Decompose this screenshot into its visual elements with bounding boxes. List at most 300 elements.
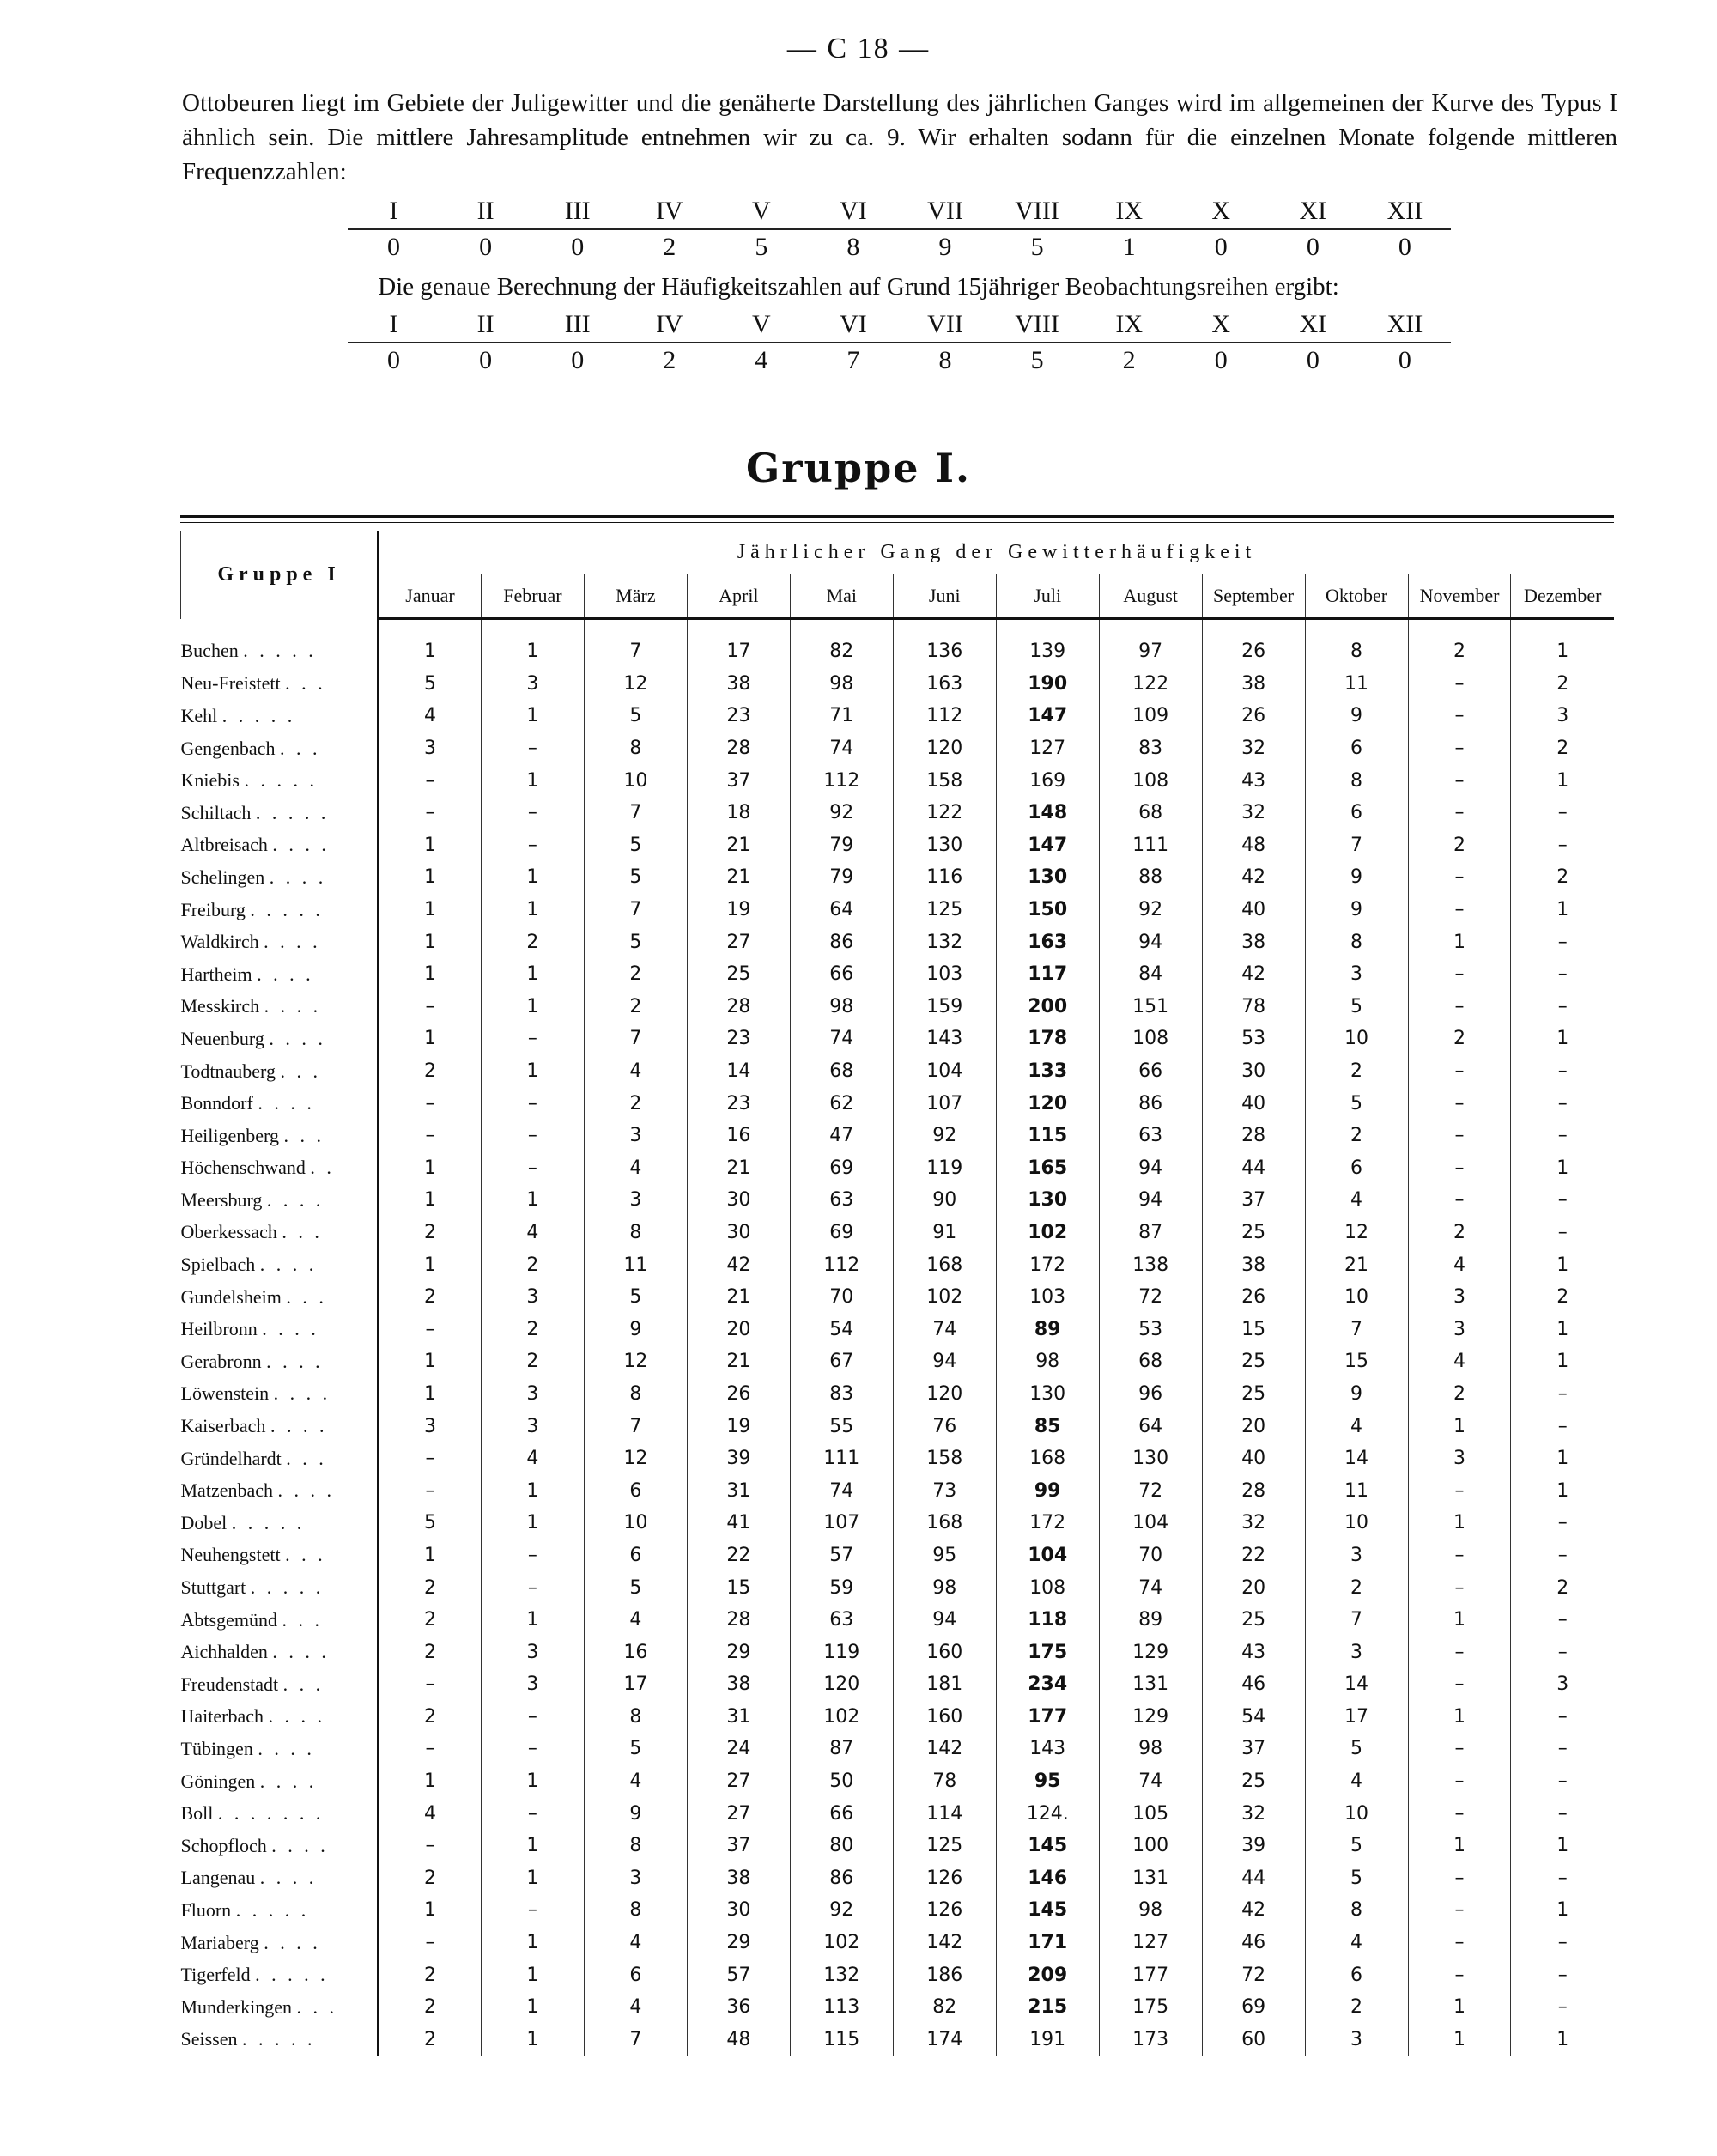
station-dots: . . . . .: [255, 1964, 329, 1986]
table-row: [181, 732, 1615, 765]
table-cell: 32: [1202, 1507, 1305, 1540]
table-row: [181, 1733, 1615, 1765]
table-cell: 72: [1202, 1959, 1305, 1991]
table-cell: –: [1511, 991, 1614, 1023]
table-cell: 1: [481, 894, 584, 926]
table-cell: 39: [687, 1442, 790, 1475]
table-cell: 19: [687, 1410, 790, 1442]
table-cell: 111: [1099, 829, 1202, 862]
table-cell: 86: [790, 926, 893, 958]
station-label: Fluorn: [180, 1898, 232, 1921]
table-cell: 127: [1099, 1927, 1202, 1959]
table-cell: 120: [790, 1668, 893, 1701]
table-cell: –: [1511, 1410, 1614, 1442]
table-cell: 8: [1305, 619, 1408, 668]
table-cell: 171: [996, 1927, 1099, 1959]
table-cell: 142: [893, 1927, 996, 1959]
station-label: Schelingen: [180, 865, 265, 888]
table-cell: 66: [790, 958, 893, 991]
table-row: [181, 1959, 1615, 1991]
table-row: [181, 958, 1615, 991]
table-cell: 1: [379, 861, 482, 894]
station-dots: . . . .: [262, 1318, 319, 1340]
station-label: Langenau: [180, 1867, 256, 1889]
table-cell: 2: [1511, 732, 1614, 765]
frequency-month-label: XII: [1359, 307, 1451, 343]
table-cell: 177: [996, 1701, 1099, 1734]
table-cell: 1: [1511, 619, 1614, 668]
table-cell: 103: [996, 1281, 1099, 1314]
station-dots: . . . . .: [250, 898, 324, 920]
table-cell: 9: [1305, 700, 1408, 732]
table-cell: 69: [790, 1217, 893, 1249]
table-cell: –: [1511, 1991, 1614, 2024]
table-cell: 31: [687, 1701, 790, 1734]
table-row: [181, 1571, 1615, 1604]
station-name: [181, 1313, 379, 1345]
table-cell: 1: [481, 1927, 584, 1959]
table-cell: –: [1511, 1540, 1614, 1572]
station-name: [181, 894, 379, 926]
table-cell: 86: [790, 1862, 893, 1895]
table-cell: 22: [1202, 1540, 1305, 1572]
frequency-months-row: [348, 307, 1451, 343]
table-cell: –: [1511, 1733, 1614, 1765]
table-cell: 3: [379, 732, 482, 765]
frequency-month-label: III: [531, 307, 623, 343]
table-cell: 98: [996, 1345, 1099, 1378]
table-cell: 82: [893, 1991, 996, 2024]
frequency-months-row: [348, 194, 1451, 229]
table-cell: 7: [1305, 1604, 1408, 1637]
station-label: Freiburg: [180, 898, 246, 920]
table-cell: 68: [1099, 797, 1202, 829]
station-dots: . . .: [283, 1124, 325, 1146]
table-cell: 92: [1099, 894, 1202, 926]
table-cell: 19: [687, 894, 790, 926]
table-cell: 2: [379, 1055, 482, 1088]
table-cell: 2: [481, 1345, 584, 1378]
station-name: [181, 1862, 379, 1895]
table-cell: 22: [687, 1540, 790, 1572]
table-cell: 47: [790, 1120, 893, 1152]
table-cell: –: [1511, 1378, 1614, 1411]
table-cell: 3: [481, 1668, 584, 1701]
station-label: Heiligenberg: [180, 1124, 279, 1146]
table-cell: –: [1511, 1959, 1614, 1991]
table-cell: 1: [481, 764, 584, 797]
table-cell: 38: [687, 1862, 790, 1895]
table-cell: 190: [996, 668, 1099, 701]
table-cell: 104: [1099, 1507, 1202, 1540]
table-cell: 1: [1408, 2024, 1511, 2056]
frequency-table-estimated: [348, 194, 1451, 264]
station-name: [181, 1991, 379, 2024]
station-name: [181, 797, 379, 829]
month-header: Mai: [790, 574, 893, 619]
station-name: [181, 1765, 379, 1798]
frequency-value: 0: [479, 346, 493, 374]
table-cell: 70: [1099, 1540, 1202, 1572]
station-label: Kniebis: [180, 769, 240, 792]
table-cell: 168: [893, 1248, 996, 1281]
station-dots: . . . . .: [231, 1511, 306, 1533]
table-cell: 8: [584, 732, 687, 765]
table-cell: 1: [481, 2024, 584, 2056]
frequency-value: 0: [571, 346, 585, 374]
frequency-month-label: I: [348, 194, 440, 229]
table-cell: –: [1511, 1055, 1614, 1088]
frequency-value: 5: [1030, 233, 1044, 261]
table-cell: 4: [1305, 1765, 1408, 1798]
table-cell: 2: [379, 1991, 482, 2024]
station-name: [181, 1540, 379, 1572]
station-label: Oberkessach: [180, 1221, 277, 1243]
table-cell: 2: [1305, 1120, 1408, 1152]
station-dots: . . .: [279, 737, 321, 759]
frequency-month-label: V: [715, 194, 807, 229]
table-cell: –: [1511, 1184, 1614, 1217]
table-cell: 21: [687, 1345, 790, 1378]
table-cell: 160: [893, 1636, 996, 1668]
table-cell: 8: [1305, 764, 1408, 797]
table-cell: 64: [790, 894, 893, 926]
table-cell: –: [481, 829, 584, 862]
table-cell: 38: [687, 1668, 790, 1701]
table-cell: 98: [790, 991, 893, 1023]
table-cell: 112: [790, 764, 893, 797]
table-cell: 2: [1408, 619, 1511, 668]
frequency-month-label: III: [531, 194, 623, 229]
table-cell: 5: [584, 1733, 687, 1765]
station-dots: . . . .: [259, 1254, 318, 1276]
table-cell: 8: [584, 1378, 687, 1411]
table-cell: 82: [790, 619, 893, 668]
station-dots: . . . .: [270, 1415, 328, 1437]
table-cell: 1: [1408, 1507, 1511, 1540]
station-name: [181, 1797, 379, 1830]
table-row: [181, 1540, 1615, 1572]
table-cell: 2: [379, 1959, 482, 1991]
station-dots: . . . . . . .: [217, 1802, 325, 1825]
table-cell: 138: [1099, 1248, 1202, 1281]
table-cell: 54: [1202, 1701, 1305, 1734]
frequency-value: 0: [387, 346, 401, 374]
table-cell: –: [1408, 668, 1511, 701]
table-cell: 38: [687, 668, 790, 701]
frequency-value: 0: [571, 233, 585, 261]
frequency-value: 4: [755, 346, 768, 374]
station-dots: . . . . .: [250, 1576, 325, 1599]
table-cell: 46: [1202, 1668, 1305, 1701]
frequency-month-label: V: [715, 307, 807, 343]
station-label: Schiltach: [180, 801, 252, 823]
table-cell: 132: [790, 1959, 893, 1991]
table-cell: –: [379, 1927, 482, 1959]
table-cell: 4: [584, 1927, 687, 1959]
table-cell: 1: [1511, 1894, 1614, 1927]
table-cell: 3: [584, 1184, 687, 1217]
table-cell: 142: [893, 1733, 996, 1765]
table-cell: 74: [1099, 1765, 1202, 1798]
table-cell: 23: [687, 1023, 790, 1055]
frequency-value: 5: [1030, 346, 1044, 374]
table-cell: 1: [481, 1959, 584, 1991]
table-cell: –: [481, 1701, 584, 1734]
table-cell: 25: [1202, 1345, 1305, 1378]
table-body: [181, 619, 1615, 2056]
table-cell: –: [379, 1120, 482, 1152]
table-cell: –: [379, 1474, 482, 1507]
station-name: [181, 1184, 379, 1217]
station-dots: . . . .: [264, 995, 322, 1017]
station-name: [181, 1152, 379, 1185]
frequency-month-label: VI: [807, 307, 899, 343]
table-cell: 175: [1099, 1991, 1202, 2024]
table-row: [181, 1797, 1615, 1830]
station-label: Gengenbach: [180, 737, 276, 759]
table-cell: –: [379, 1087, 482, 1120]
station-name: [181, 829, 379, 862]
table-cell: 158: [893, 1442, 996, 1475]
table-cell: 26: [1202, 619, 1305, 668]
table-cell: 1: [481, 991, 584, 1023]
table-cell: 191: [996, 2024, 1099, 2056]
frequency-values-row: [348, 229, 1451, 264]
station-dots: . . . .: [268, 1705, 325, 1728]
table-cell: 21: [1305, 1248, 1408, 1281]
table-cell: 132: [893, 926, 996, 958]
table-cell: 15: [1202, 1313, 1305, 1345]
table-cell: 10: [1305, 1281, 1408, 1314]
table-cell: 5: [1305, 1830, 1408, 1862]
table-cell: 1: [1408, 1701, 1511, 1734]
table-cell: 70: [790, 1281, 893, 1314]
table-cell: –: [1408, 1733, 1511, 1765]
station-label: Tigerfeld: [180, 1964, 251, 1986]
table-cell: 38: [1202, 668, 1305, 701]
table-cell: 117: [996, 958, 1099, 991]
table-cell: 60: [1202, 2024, 1305, 2056]
table-cell: –: [481, 1894, 584, 1927]
table-cell: 12: [1305, 1217, 1408, 1249]
table-cell: 104: [996, 1540, 1099, 1572]
station-name: [181, 861, 379, 894]
frequency-value: 0: [1214, 233, 1228, 261]
station-name: [181, 1668, 379, 1701]
station-label: Gundelsheim: [180, 1285, 282, 1308]
table-cell: –: [481, 1087, 584, 1120]
table-cell: 26: [1202, 700, 1305, 732]
table-cell: 1: [1511, 1248, 1614, 1281]
table-cell: 3: [1305, 958, 1408, 991]
table-cell: 1: [379, 1345, 482, 1378]
station-dots: . .: [310, 1157, 335, 1179]
table-cell: –: [1408, 1862, 1511, 1895]
table-cell: 28: [687, 732, 790, 765]
table-cell: 1: [379, 1765, 482, 1798]
frequency-value: 0: [1214, 346, 1228, 374]
table-cell: 172: [996, 1248, 1099, 1281]
station-dots: . . . .: [257, 963, 314, 985]
table-cell: 42: [687, 1248, 790, 1281]
table-cell: 4: [1408, 1248, 1511, 1281]
station-name: [181, 764, 379, 797]
table-cell: 74: [790, 732, 893, 765]
table-cell: 3: [1305, 2024, 1408, 2056]
station-label: Hartheim: [180, 963, 252, 985]
table-cell: –: [1408, 1668, 1511, 1701]
station-label: Meersburg: [180, 1188, 263, 1211]
table-cell: 9: [1305, 861, 1408, 894]
table-cell: –: [1408, 894, 1511, 926]
table-cell: 74: [893, 1313, 996, 1345]
table-cell: –: [481, 1733, 584, 1765]
table-cell: 126: [893, 1862, 996, 1895]
station-label: Schopfloch: [180, 1834, 267, 1856]
table-cell: 30: [687, 1217, 790, 1249]
table-cell: 2: [1511, 1571, 1614, 1604]
table-cell: 5: [584, 861, 687, 894]
station-name: [181, 1378, 379, 1411]
table-cell: 186: [893, 1959, 996, 1991]
table-cell: 112: [893, 700, 996, 732]
station-label: Kaiserbach: [180, 1415, 266, 1437]
table-cell: 8: [584, 1701, 687, 1734]
table-cell: 2: [379, 1636, 482, 1668]
station-name: [181, 700, 379, 732]
table-row: [181, 861, 1615, 894]
table-cell: 1: [1511, 1152, 1614, 1185]
frequency-value: 8: [938, 346, 952, 374]
table-cell: 5: [1305, 1862, 1408, 1895]
table-cell: 7: [584, 1023, 687, 1055]
table-cell: 143: [996, 1733, 1099, 1765]
table-cell: –: [1408, 732, 1511, 765]
page-number: — C 18 —: [786, 33, 931, 64]
table-cell: 122: [893, 797, 996, 829]
table-cell: 1: [481, 1862, 584, 1895]
table-cell: 94: [1099, 1152, 1202, 1185]
table-cell: –: [481, 732, 584, 765]
table-cell: 1: [1511, 1442, 1614, 1475]
table-cell: 147: [996, 700, 1099, 732]
table-cell: 1: [379, 1023, 482, 1055]
station-dots: . . . .: [273, 1382, 331, 1405]
table-cell: 17: [687, 619, 790, 668]
table-cell: 1: [379, 1184, 482, 1217]
table-cell: 163: [996, 926, 1099, 958]
table-cell: 129: [1099, 1701, 1202, 1734]
table-cell: 72: [1099, 1474, 1202, 1507]
station-label: Altbreisach: [180, 834, 268, 856]
table-cell: 42: [1202, 958, 1305, 991]
table-cell: 2: [481, 1248, 584, 1281]
table-cell: 108: [996, 1571, 1099, 1604]
table-cell: –: [1408, 1152, 1511, 1185]
table-cell: 4: [379, 1797, 482, 1830]
month-header: November: [1408, 574, 1511, 619]
table-cell: 1: [1408, 1410, 1511, 1442]
table-cell: 72: [1099, 1281, 1202, 1314]
table-cell: 27: [687, 1765, 790, 1798]
table-cell: 11: [584, 1248, 687, 1281]
table-row: [181, 829, 1615, 862]
frequency-month-label: XII: [1359, 194, 1451, 229]
table-cell: –: [379, 1442, 482, 1475]
station-name: [181, 1023, 379, 1055]
station-label: Neu-Freistett: [180, 672, 281, 695]
month-header: Oktober: [1305, 574, 1408, 619]
station-label: Göningen: [180, 1770, 256, 1792]
table-cell: 165: [996, 1152, 1099, 1185]
table-cell: 1: [481, 861, 584, 894]
table-cell: 125: [893, 894, 996, 926]
table-cell: 80: [790, 1830, 893, 1862]
table-cell: 2: [1511, 1281, 1614, 1314]
table-cell: 6: [1305, 732, 1408, 765]
table-cell: 168: [996, 1442, 1099, 1475]
table-cell: 2: [481, 1313, 584, 1345]
table-cell: 30: [1202, 1055, 1305, 1088]
table-cell: 69: [1202, 1991, 1305, 2024]
table-cell: 95: [893, 1540, 996, 1572]
table-cell: 46: [1202, 1927, 1305, 1959]
table-cell: –: [1408, 1765, 1511, 1798]
station-dots: . . . .: [269, 865, 327, 888]
station-name: [181, 1442, 379, 1475]
table-cell: 7: [584, 2024, 687, 2056]
table-cell: 6: [1305, 1959, 1408, 1991]
table-cell: –: [1408, 1120, 1511, 1152]
frequency-value: 0: [1306, 233, 1320, 261]
table-cell: 63: [1099, 1120, 1202, 1152]
table-cell: 4: [1408, 1345, 1511, 1378]
table-cell: 53: [1202, 1023, 1305, 1055]
table-cell: 28: [1202, 1120, 1305, 1152]
station-dots: . . . .: [266, 1350, 324, 1372]
table-cell: 119: [893, 1152, 996, 1185]
table-cell: 169: [996, 764, 1099, 797]
table-cell: 113: [790, 1991, 893, 2024]
table-cell: 2: [379, 1604, 482, 1637]
table-cell: 42: [1202, 1894, 1305, 1927]
station-label: Aichhalden: [180, 1641, 268, 1663]
table-row: [181, 1023, 1615, 1055]
table-cell: 1: [1408, 1991, 1511, 2024]
station-name: [181, 1733, 379, 1765]
table-cell: 3: [1408, 1313, 1511, 1345]
table-cell: 108: [1099, 1023, 1202, 1055]
table-caption: Jährlicher Gang der Gewitterhäufigkeit: [379, 531, 1615, 574]
frequency-value: 0: [1398, 346, 1411, 374]
frequency-value: 0: [479, 233, 493, 261]
table-cell: 69: [790, 1152, 893, 1185]
table-row: [181, 1862, 1615, 1895]
table-cell: 1: [379, 1894, 482, 1927]
month-header: April: [687, 574, 790, 619]
table-cell: 147: [996, 829, 1099, 862]
station-dots: . . .: [286, 1447, 327, 1469]
station-name: [181, 1571, 379, 1604]
table-cell: 7: [1305, 1313, 1408, 1345]
table-cell: 107: [790, 1507, 893, 1540]
table-cell: 10: [1305, 1023, 1408, 1055]
table-cell: 54: [790, 1313, 893, 1345]
table-cell: 94: [1099, 1184, 1202, 1217]
station-dots: . . .: [282, 1221, 323, 1243]
frequency-month-label: XI: [1267, 307, 1359, 343]
